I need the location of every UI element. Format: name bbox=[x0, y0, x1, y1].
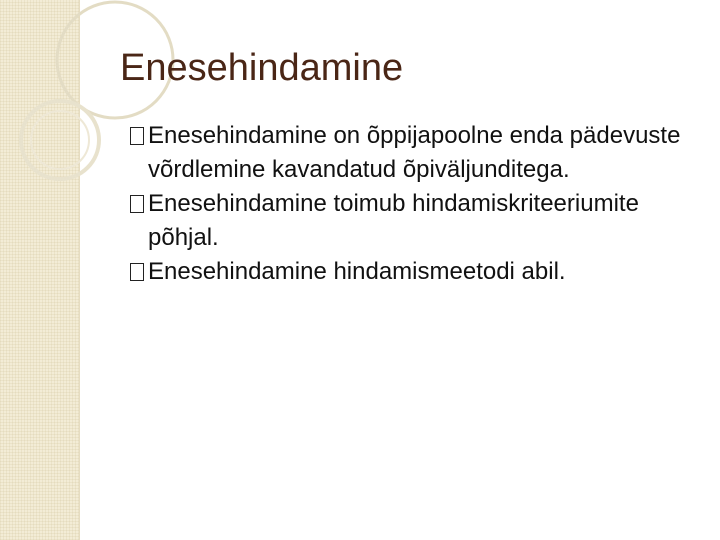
bullet-item bbox=[128, 119, 688, 187]
bullet-text: Enesehindamine toimub hindamiskriteeriumite põhjal. bbox=[148, 190, 639, 251]
bullet-text: Enesehindamine on õppijapoolne enda pädevuste võrdlemine kavandatud õpiväljunditega. bbox=[148, 122, 681, 183]
bullet-item bbox=[128, 255, 688, 289]
bullet-item bbox=[128, 187, 688, 255]
bullet-box-icon bbox=[130, 195, 144, 213]
small-decorative-circle-inner bbox=[31, 111, 89, 169]
bullet-box-icon bbox=[130, 263, 144, 281]
slide-title: Enesehindamine bbox=[120, 47, 404, 89]
bullet-box-icon bbox=[130, 127, 144, 145]
bullet-list bbox=[128, 119, 688, 289]
bullet-text: Enesehindamine hindamismeetodi abil. bbox=[148, 258, 566, 285]
small-decorative-circle bbox=[21, 101, 99, 179]
